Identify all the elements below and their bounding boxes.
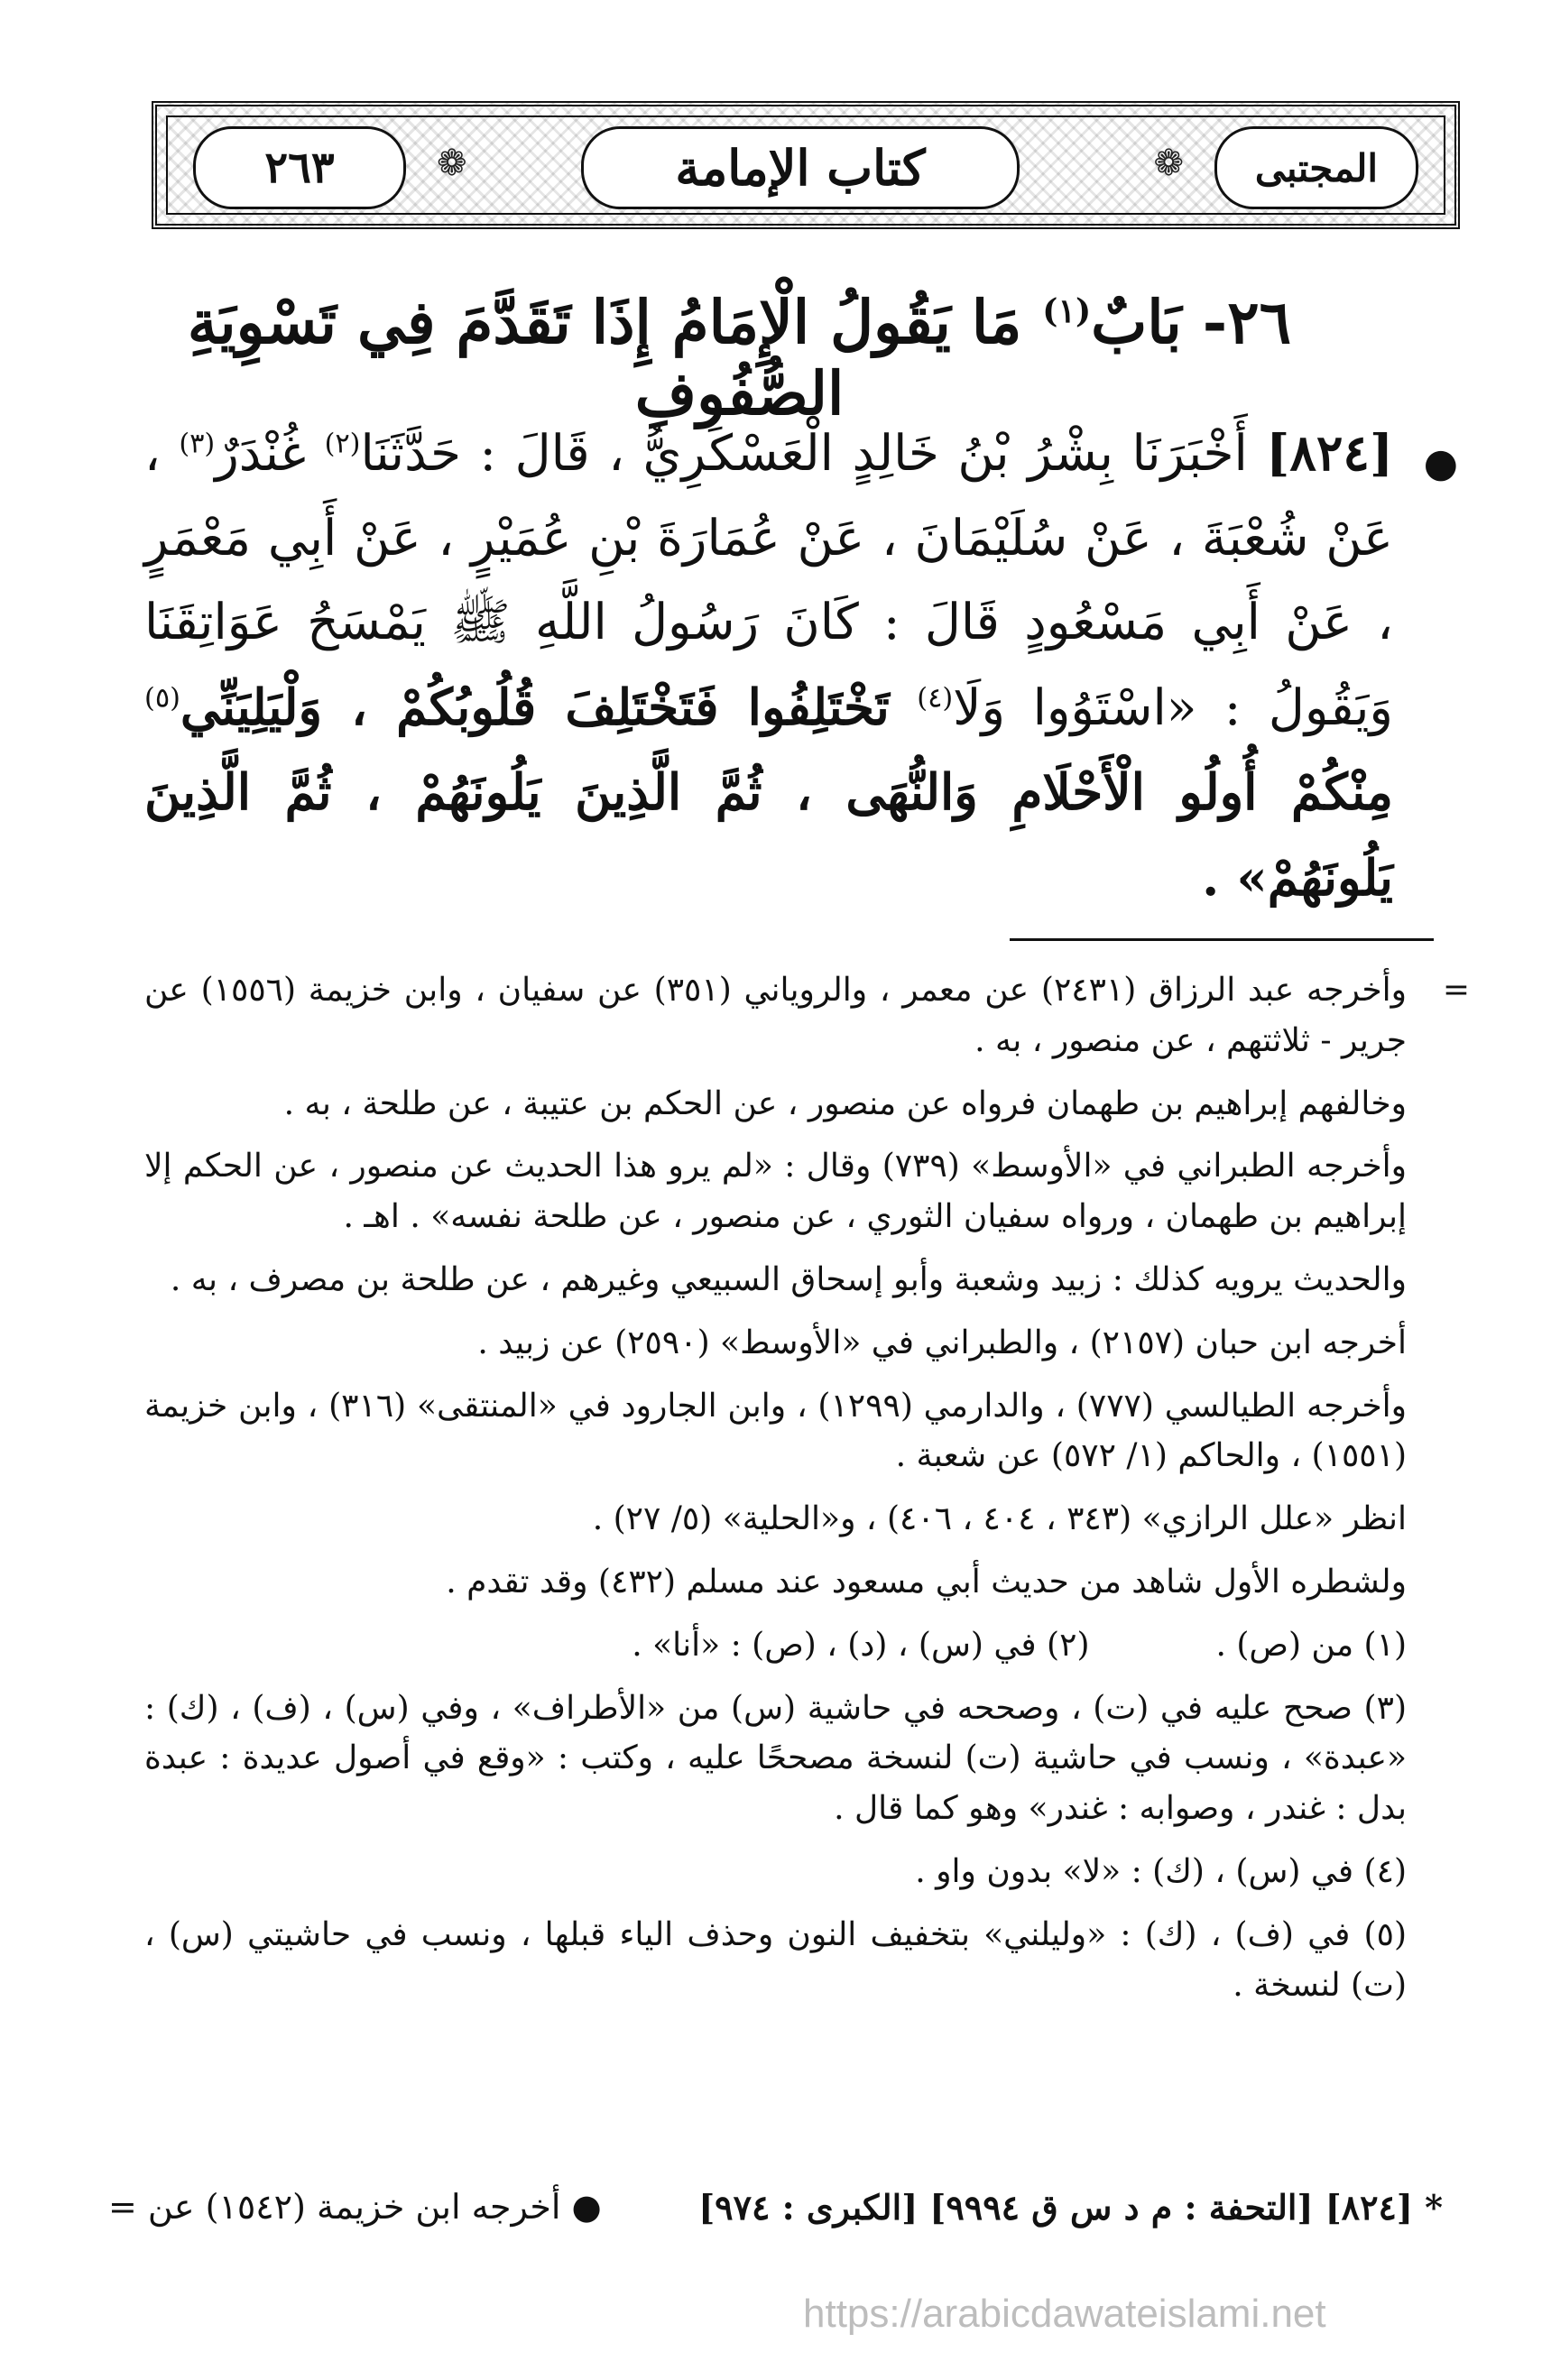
book-title: كتاب الإمامة <box>675 139 926 197</box>
takhrij-line: والحديث يرويه كذلك : زبيد وشعبة وأبو إسحاق السبيعي وغيرهم ، عن طلحة بن مصرف ، به . <box>170 1260 1407 1298</box>
series-logo <box>1214 126 1418 209</box>
takhrij-line: وأخرجه الطبراني في «الأوسط» (٧٣٩) وقال : «لم يرو هذا الحديث عن منصور ، عن الحكم إلا إبراهيم بن طهمان ، ورواه سفيان الثوري ، عن منصور ، عن طلحة نفسه» . اهـ . <box>144 1148 1408 1236</box>
takhrij-line <box>144 965 1470 1066</box>
page-number: ٢٦٣ <box>264 143 335 193</box>
footnote-ref: (٤) <box>917 682 954 715</box>
hadith-matn-end: مِنْكُمْ أُولُو الْأَحْلَامِ وَالنُّهَى ، ثُمَّ الَّذِينَ يَلُونَهُمْ ، ثُمَّ الَّذِينَ يَلُونَهُمْ» . <box>144 762 1393 907</box>
book-title-cartouche <box>581 126 1020 209</box>
hadith-isnad: أَخْبَرَنَا بِشْرُ بْنُ خَالِدٍ الْعَسْكَرِيُّ ، قَالَ : حَدَّثَنَا <box>360 424 1248 482</box>
watermark: https://arabicdawateislami.net <box>803 2292 1326 2336</box>
footnote-ref: (٥) <box>144 682 180 715</box>
continuation-mark: = <box>1442 972 1470 1009</box>
footnote-1: (١) من (ص) . <box>1215 1626 1407 1664</box>
ornament-icon: ❁ <box>1153 143 1184 184</box>
footnote-4: (٤) في (س) ، (ك) : «لا» بدون واو . <box>915 1852 1407 1890</box>
footnote-ref: (٣) <box>179 428 216 460</box>
page-footer <box>108 2185 1443 2229</box>
footnote-3: (٣) صحح عليه في (ت) ، وصححه في حاشية (س) من «الأطراف» ، وفي (س) ، (ف) ، (ك) : «عبدة» ، ونسب في حاشية (ت) لنسخة مصححًا عليه ، وكتب : «وقع في أصول عديدة : عبدة بدل : غندر ، وصوابه : غندر» وهو كما قال . <box>144 1689 1407 1828</box>
series-logo-text: المجتبى <box>1254 145 1379 190</box>
takhrij-line: ولشطره الأول شاهد من حديث أبي مسعود عند مسلم (٤٣٢) وقد تقدم . <box>446 1563 1407 1601</box>
footnote-ref: (٢) <box>324 428 361 460</box>
takhrij-line: وأخرجه الطيالسي (٧٧٧) ، والدارمي (١٢٩٩) ، وابن الجارود في «المنتقى» (٣١٦) ، وابن خزيمة (١٥٥١) ، والحاكم (١/ ٥٧٢) عن شعبة . <box>144 1387 1408 1475</box>
hadith-chain: ، عَنْ شُعْبَةَ ، عَنْ سُلَيْمَانَ ، عَنْ عُمَارَةَ بْنِ عُمَيْرٍ ، عَنْ أَبِي مَعْمَرٍ ، عَنْ أَبِي مَسْعُودٍ قَالَ : كَانَ رَسُولُ اللَّهِ ﷺ يَمْسَحُ عَوَاتِقَنَا وَيَقُولُ : «اسْتَوُوا وَلَا <box>144 424 1393 736</box>
footnote-2: (٢) في (س) ، (د) ، (ص) : «أنا» . <box>632 1626 1090 1664</box>
ornament-icon: ❁ <box>437 143 467 184</box>
footer-continuation: ● أخرجه ابن خزيمة (١٥٤٢) عن = <box>108 2187 602 2227</box>
takhrij-line: أخرجه ابن حبان (٢١٥٧) ، والطبراني في «الأوسط» (٢٥٩٠) عن زبيد . <box>477 1324 1407 1361</box>
hadith-text <box>144 411 1458 920</box>
page-header <box>152 101 1460 229</box>
footnote-row <box>144 1620 1407 1671</box>
hadith-matn: تَخْتَلِفُوا فَتَخْتَلِفَ قُلُوبُكُمْ ، وَلْيَلِيَنِّي <box>180 677 890 736</box>
chapter-title-text: مَا يَقُولُ الْإِمَامُ إِذَا تَقَدَّمَ فِي تَسْوِيَةِ الصُّفُوفِ <box>187 287 1022 429</box>
hadith-narrator: غُنْدَرٌ <box>215 424 306 482</box>
hadith-number: [٨٢٤] <box>1266 423 1393 482</box>
footnote-ref: (١) <box>1042 291 1092 330</box>
page-number-cartouche <box>193 126 406 209</box>
footnote-5: (٥) في (ف) ، (ك) : «وليلني» بتخفيف النون وحذف الياء قبلها ، ونسب في حاشيتي (س) ، (ت) لنسخة . <box>144 1915 1407 2004</box>
takhrij-line: وخالفهم إبراهيم بن طهمان فرواه عن منصور ، عن الحكم بن عتيبة ، عن طلحة ، به . <box>283 1084 1407 1122</box>
footer-references: * [٨٢٤] [التحفة : م د س ق ٩٩٩٤] [الكبرى : ٩٧٤] <box>698 2187 1443 2228</box>
takhrij-line: انظر «علل الرازي» (٣٤٣ ، ٤٠٤ ، ٤٠٦) ، و«الحلية» (٥/ ٢٧) . <box>592 1500 1407 1538</box>
footnotes <box>144 965 1470 2023</box>
chapter-heading <box>162 287 1316 429</box>
bullet-icon: ● <box>1423 440 1458 486</box>
chapter-bab: بَابٌ <box>1091 287 1182 357</box>
takhrij-text: وأخرجه عبد الرزاق (٢٤٣١) عن معمر ، والروياني (٣٥١) عن سفيان ، وابن خزيمة (١٥٥٦) عن جرير - ثلاثتهم ، عن منصور ، به . <box>144 972 1407 1059</box>
chapter-number: ٢٦- <box>1202 287 1292 357</box>
footnote-divider <box>1010 938 1434 941</box>
